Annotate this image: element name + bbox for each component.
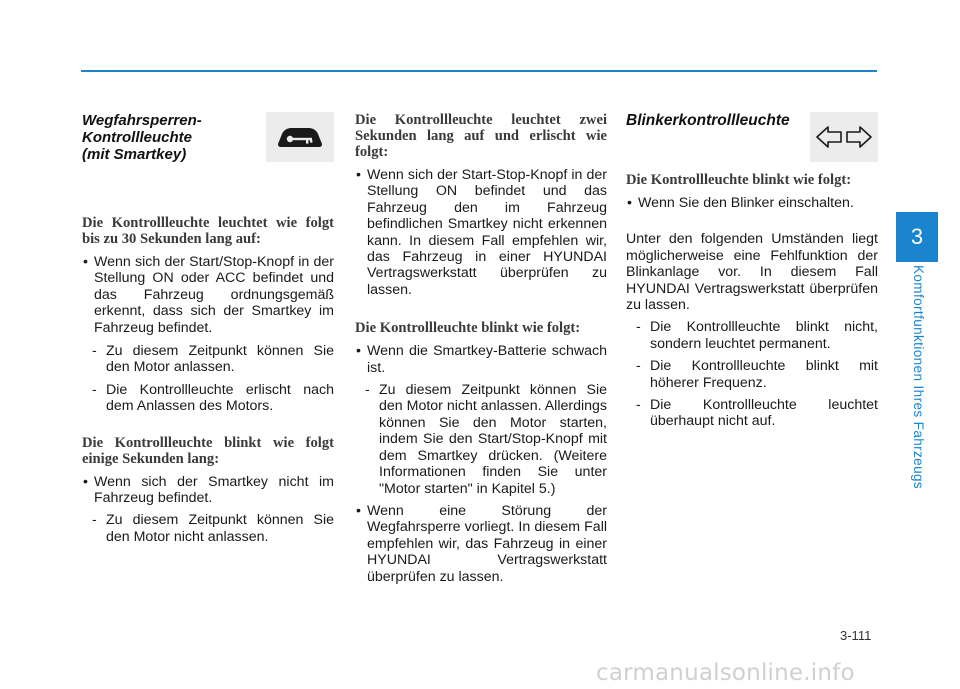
section-title-turn-signal: Blinkerkontrollleuchte xyxy=(626,112,790,129)
list-item: • Wenn eine Störung der Wegfahrsperre vorliegt. In diesem Fall empfehlen wir, das Fahrzeug in einer HYUNDAI Vertragswerkstatt überprüfen zu lassen. xyxy=(356,502,607,585)
sub-list-item: - Die Kontrollleuchte leuchtet überhaupt nicht auf. xyxy=(636,397,878,430)
column-immobilizer-continued xyxy=(355,112,607,585)
list-item: • Wenn Sie den Blinker einschalten. xyxy=(627,195,854,211)
sub-list-item: - Die Kontrollleuchte blinkt mit höherer Frequenz. xyxy=(636,358,878,391)
list-item: • Wenn sich der Start-Stop-Knopf in der Stellung ON befindet und das Fahrzeug den im Fahrzeug befindlichen Smartkey nicht erkennen kann. In diesem Fall empfehlen wir, das Fahrzeug in einer HYUNDAI Vertragswerkstatt überprüfen zu lassen. xyxy=(356,167,607,298)
sub-list-item: - Die Kontrollleuchte blinkt nicht, sondern leuchtet permanent. xyxy=(636,319,878,352)
list-item: • Wenn die Smartkey-Batterie schwach ist. xyxy=(356,343,607,376)
heading-two-seconds: Die Kontrollleuchte leuchtet zwei Sekunden lang auf und erlischt wie folgt: xyxy=(355,112,607,160)
heading-blinks: Die Kontrollleuchte blinkt wie folgt: xyxy=(626,172,852,188)
top-rule xyxy=(81,70,877,72)
turn-signal-arrows-icon xyxy=(810,112,878,162)
heading-lights-up: Die Kontrollleuchte leuchtet wie folgt bis zu 30 Sekunden lang auf: xyxy=(82,215,334,247)
chapter-tab: 3 xyxy=(896,212,938,262)
paragraph-malfunction: Unter den folgenden Umständen liegt möglicherweise eine Fehlfunktion der Blinkanlage vor. In diesem Fall HYUNDAI Vertragswerkstatt überprüfen zu lassen. xyxy=(626,231,878,314)
watermark: carmanualsonline.info xyxy=(596,660,855,686)
heading-blinks: Die Kontrollleuchte blinkt wie folgt: xyxy=(355,320,581,337)
list-item: • Wenn sich der Start/Stop-Knopf in der Stellung ON oder ACC befindet und das Fahrzeug ordnungsgemäß erkennt, dass sich der Smartkey im Fahrzeug befindet. xyxy=(83,254,334,336)
sub-list-item: - Die Kontrollleuchte erlischt nach dem Anlassen des Motors. xyxy=(92,381,334,415)
list-item: • Wenn sich der Smartkey nicht im Fahrzeug befindet. xyxy=(83,473,334,507)
sub-list-item: - Zu diesem Zeitpunkt können Sie den Motor nicht anlassen. Allerdings können Sie den Motor starten, indem Sie den Start/Stop-Knopf mit dem Smartkey drücken. (Weitere Informationen finden Sie unter "Motor starten" in Kapitel 5.) xyxy=(365,382,607,497)
column-immobilizer xyxy=(82,112,334,545)
chapter-title: Komfortfunktionen Ihres Fahrzeugs xyxy=(911,265,926,490)
section-title-immobilizer: Wegfahrsperren- Kontrollleuchte (mit Smartkey) xyxy=(82,112,202,163)
sub-list-item: - Zu diesem Zeitpunkt können Sie den Motor nicht anlassen. xyxy=(92,512,334,545)
sub-list-item: - Zu diesem Zeitpunkt können Sie den Motor anlassen. xyxy=(92,343,334,376)
heading-blinks: Die Kontrollleuchte blinkt wie folgt einige Sekunden lang: xyxy=(82,434,334,467)
page-number: 3-111 xyxy=(840,628,872,643)
immobilizer-key-car-icon xyxy=(266,112,334,162)
